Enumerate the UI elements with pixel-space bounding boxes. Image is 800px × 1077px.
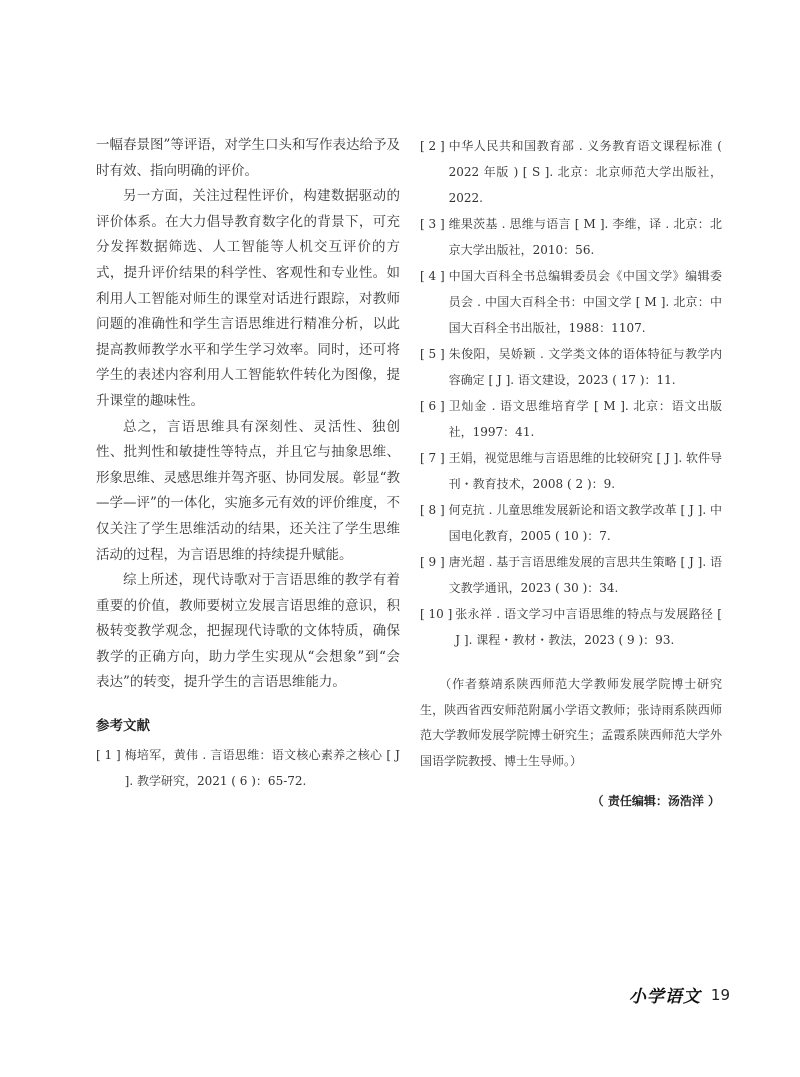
reference-item-9 <box>420 549 722 601</box>
reference-item-1 <box>96 742 400 794</box>
reference-text: 维果茨基 . 思维与语言 [ M ]. 李维，译 . 北京：北京大学出版社，2010：56. <box>448 217 722 257</box>
references-heading: 参考文献 <box>96 718 150 735</box>
editor-credit: （ 责任编辑：汤浩洋 ） <box>591 794 720 808</box>
reference-item-5 <box>420 341 722 393</box>
reference-number: [ 1 ] <box>96 748 121 763</box>
reference-number: [ 5 ] <box>420 347 445 361</box>
body-paragraph-2: 另一方面，关注过程性评价，构建数据驱动的评价体系。在大力倡导教育数字化的背景下，可充分发挥数据筛选、人工智能等人机交互评价的方式，提升评价结果的科学性、客观性和专业性。如利用人工智能对师生的课堂对话进行跟踪，对教师问题的准确性和学生言语思维进行精准分析，以此提高教师教学水平和学生学习效率。同时，还可将学生的表述内容利用人工智能软件转化为图像，提升课堂的趣味性。 <box>96 188 400 409</box>
reference-text: 何克抗 . 儿童思维发展新论和语文教学改革 [ J ]. 中国电化教育，2005 ( 10 )：7. <box>448 503 722 543</box>
right-column <box>420 133 722 809</box>
reference-number: [ 9 ] <box>420 555 445 569</box>
reference-number: [ 3 ] <box>420 217 445 231</box>
reference-number: [ 2 ] <box>420 139 445 153</box>
reference-text: 朱俊阳，吴娇颖 . 文学类文体的语体特征与教学内容确定 [ J ]. 语文建设，2023 ( 17 )：11. <box>448 347 722 387</box>
reference-item-4 <box>420 263 722 341</box>
reference-item-3 <box>420 211 722 263</box>
body-paragraph-3: 总之，言语思维具有深刻性、灵活性、独创性、批判性和敏捷性等特点，并且它与抽象思维、形象思维、灵感思维并驾齐驱、协同发展。彰显“教—学—评”的一体化，实施多元有效的评价维度，不仅关注了学生思维活动的结果，还关注了学生思维活动的过程，为言语思维的持续提升赋能。 <box>96 418 400 563</box>
reference-item-6 <box>420 393 722 445</box>
reference-number: [ 10 ] <box>420 607 453 621</box>
author-note: （作者蔡靖系陕西师范大学教师发展学院博士研究生，陕西省西安师范附属小学语文教师；张诗雨系陕西师范大学教师发展学院博士研究生；孟霞系陕西师范大学外国语学院教授、博士生导师。） <box>420 677 722 768</box>
reference-number: [ 4 ] <box>420 269 445 283</box>
page-footer <box>629 982 730 1007</box>
reference-item-2 <box>420 133 722 211</box>
reference-text: 中华人民共和国教育部 . 义务教育语文课程标准 ( 2022 年版 ) [ S ]. 北京：北京师范大学出版社，2022. <box>448 139 722 205</box>
journal-name: 小学语文 <box>628 987 701 1007</box>
reference-number: [ 7 ] <box>420 451 445 465</box>
reference-text: 梅培军，黄伟 . 言语思维：语文核心素养之核心 [ J ]. 教学研究，2021 ( 6 )：65-72. <box>124 748 400 789</box>
reference-text: 中国大百科全书总编辑委员会《中国文学》编辑委员会 . 中国大百科全书：中国文学 [ M ]. 北京：中国大百科全书出版社，1988：1107. <box>448 269 722 335</box>
reference-number: [ 8 ] <box>420 503 445 517</box>
reference-text: 王娟，视觉思维与言语思维的比较研究 [ J ]. 软件导刊・教育技术，2008 ( 2 )：9. <box>448 451 722 491</box>
reference-item-7 <box>420 445 722 497</box>
page-number: 19 <box>710 985 730 1004</box>
reference-text: 张永祥 . 语文学习中言语思维的特点与发展路径 [ J ]. 课程・教材・教法，2023 ( 9 )：93. <box>455 607 722 647</box>
reference-text: 唐光超 . 基于言语思维发展的言思共生策略 [ J ]. 语文教学通讯，2023 ( 30 )：34. <box>448 555 722 595</box>
left-column <box>96 133 400 794</box>
body-paragraph-4: 综上所述，现代诗歌对于言语思维的教学有着重要的价值，教师要树立发展言语思维的意识，积极转变教学观念，把握现代诗歌的文体特质，确保教学的正确方向，助力学生实现从“会想象”到“会表达”的转变，提升学生的言语思维能力。 <box>96 572 400 691</box>
reference-item-8 <box>420 497 722 549</box>
reference-number: [ 6 ] <box>420 399 445 413</box>
body-paragraph-1: 一幅春景图”等评语，对学生口头和写作表达给予及时有效、指向明确的评价。 <box>96 137 400 179</box>
reference-text: 卫灿金 . 语文思维培育学 [ M ]. 北京：语文出版社，1997：41. <box>448 399 722 439</box>
reference-item-10 <box>420 601 722 653</box>
